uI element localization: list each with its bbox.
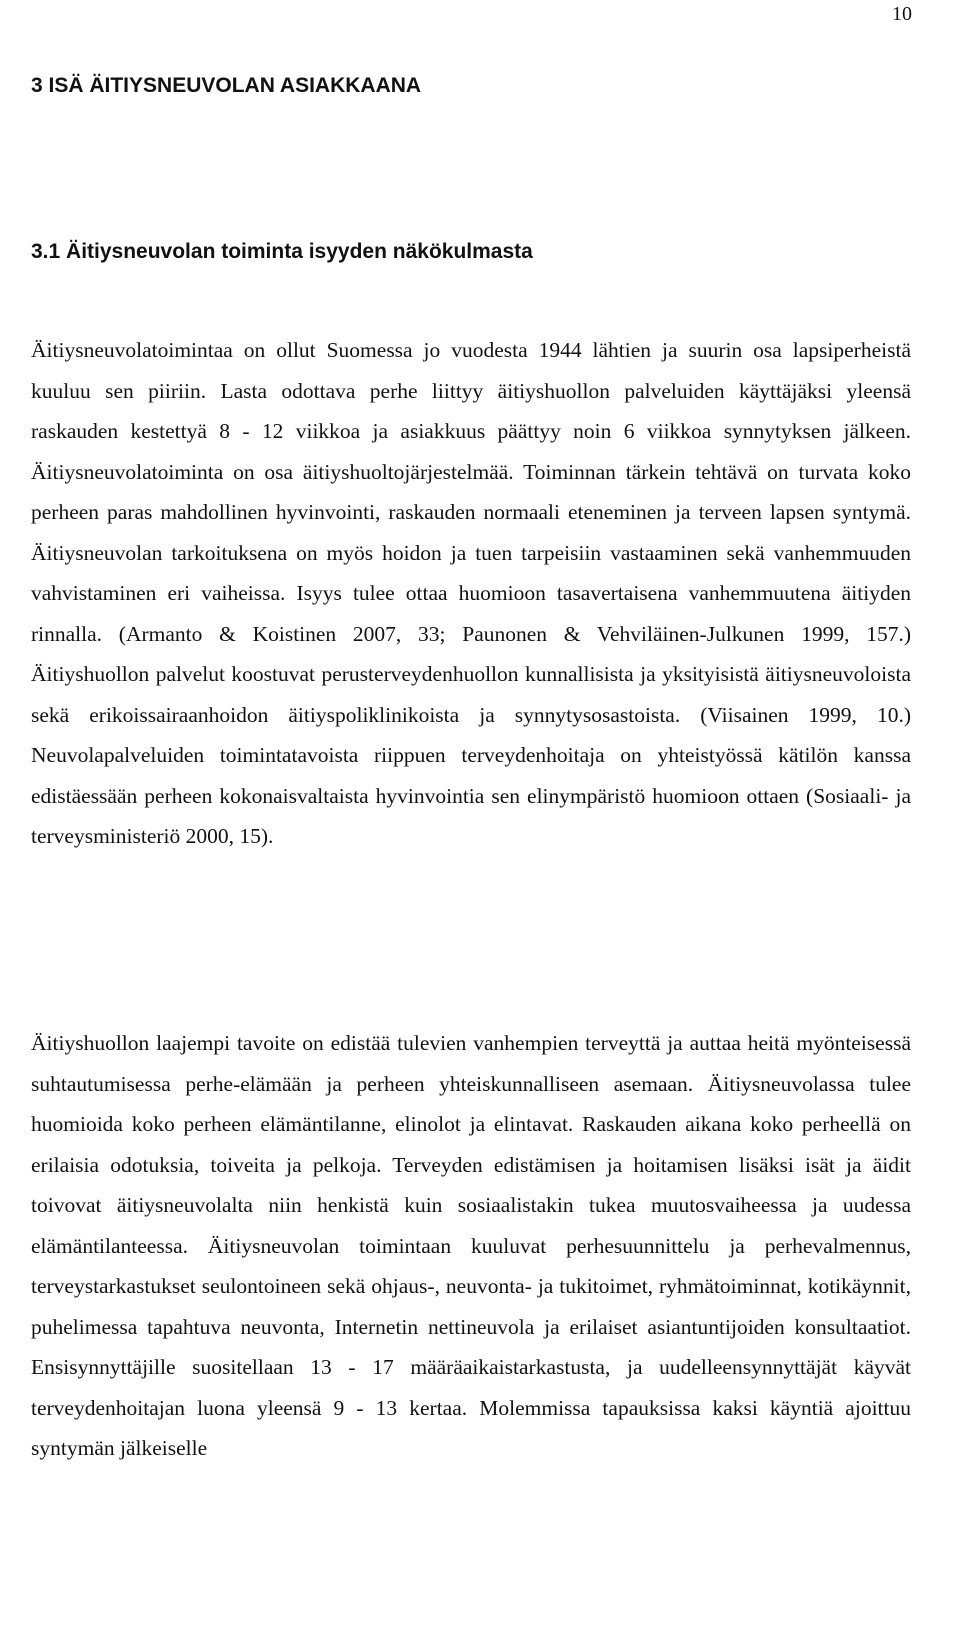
body-paragraph-1: Äitiysneuvolatoimintaa on ollut Suomessa jo vuodesta 1944 lähtien ja suurin osa lapsiperheistä kuuluu sen piiriin. Lasta odottava perhe liittyy äitiyshuollon palveluiden käyttäjäksi yleensä raskauden kestettyä 8 - 12 viikkoa ja asiakkuus päättyy noin 6 viikkoa synnytyksen jälkeen. Äitiysneuvolatoiminta on osa äitiyshuoltojärjestelmää. Toiminnan tärkein tehtävä on turvata koko perheen paras mahdollinen hyvinvointi, raskauden normaali eteneminen ja terveen lapsen syntymä. Äitiysneuvolan tarkoituksena on myös hoidon ja tuen tarpeisiin vastaaminen sekä vanhemmuuden vahvistaminen eri vaiheissa. Isyys tulee ottaa huomioon tasavertaisena vanhemmuutena äitiyden rinnalla. (Armanto & Koistinen 2007, 33; Paunonen & Vehviläinen-Julkunen 1999, 157.) Äitiyshuollon palvelut koostuvat perusterveydenhuollon kunnallisista ja yksityisistä äitiysneuvoloista sekä erikoissairaanhoidon äitiyspoliklinikoista ja synnytysosastoista. (Viisainen 1999, 10.) Neuvolapalveluiden toimintatavoista riippuen terveydenhoitaja on yhteistyössä kätilön kanssa edistäessään perheen kokonaisvaltaista hyvinvointia sen elinympäristö huomioon ottaen (Sosiaali- ja terveysministeriö 2000, 15). [31,338,911,848]
body-paragraph-2: Äitiyshuollon laajempi tavoite on edistää tulevien vanhempien terveyttä ja auttaa heitä myönteisessä suhtautumisessa perhe-elämään ja perheen yhteiskunnalliseen asemaan. Äitiysneuvolassa tulee huomioida koko perheen elämäntilanne, elinolot ja elintavat. Raskauden aikana koko perheellä on erilaisia odotuksia, toiveita ja pelkoja. Terveyden edistämisen ja hoitamisen lisäksi isät ja äidit toivovat äitiysneuvolalta niin henkistä kuin sosiaalistakin tukea muutosvaiheessa ja uudessa elämäntilanteessa. Äitiysneuvolan toimintaan kuuluvat perhesuunnittelu ja perhevalmennus, terveystarkastukset seulontoineen sekä ohjaus-, neuvonta- ja tukitoimet, ryhmätoiminnat, kotikäynnit, puhelimessa tapahtuva neuvonta, Internetin nettineuvola ja erilaiset asiantuntijoiden konsultaatiot. Ensisynnyttäjille suositellaan 13 - 17 määräaikaistarkastusta, ja uudelleensynnyttäjät käyvät terveydenhoitajan luona yleensä 9 - 13 kertaa. Molemmissa tapauksissa kaksi käyntiä ajoittuu syntymän jälkeiselle [31,1031,911,1460]
page-number: 10 [892,3,912,25]
section-heading: 3.1 Äitiysneuvolan toiminta isyyden näkökulmasta [31,240,533,263]
chapter-heading: 3 ISÄ ÄITIYSNEUVOLAN ASIAKKAANA [31,74,422,97]
